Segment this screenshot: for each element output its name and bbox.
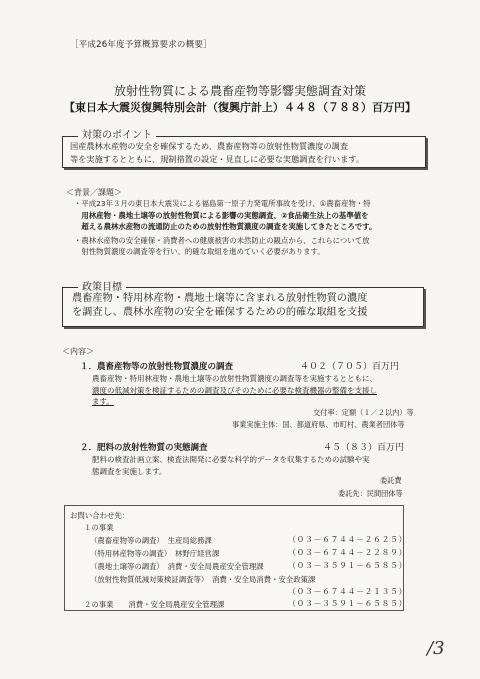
document-title: 放射性物質による農畜産物等影響実態調査対策 <box>113 84 366 98</box>
contact-phone: （０３－６７４４－２１３５） <box>288 587 407 596</box>
contact-project1: １の事業 <box>84 523 114 532</box>
item1-line: 農畜産物・特用林産物・農地土壌等の放射性物質濃度の調査等を実施するとともに、 <box>92 374 377 383</box>
item2-amount: ４５（８３）百万円 <box>323 443 405 453</box>
goal-line: を調査し、農林水産物の安全を確保するための的確な取組を支援 <box>72 307 368 318</box>
handwritten-page-mark: /3 <box>427 638 445 659</box>
background-line: 射性物質濃度の調査等を行い、的確な取組を進めていく必要があります。 <box>74 247 325 256</box>
goal-line: 農畜産物・特用林産物・農地土壌等に含まれる放射性物質の濃度 <box>72 293 368 304</box>
item2-commission: 委託費 <box>380 476 402 485</box>
contact-name: ２の事業 消費・安全局農産安全管理課 <box>84 600 225 609</box>
item1-implementer: 事業実施主体：国、都道府県、市町村、農業者団体等 <box>232 420 405 429</box>
background-bullets <box>74 198 376 258</box>
contact-name: （特用林産物等の調査） 林野庁経営課 <box>90 549 220 558</box>
policy-line: 等を実施するとともに、規制措置の設定・見直しに必要な実態調査を行います。 <box>70 154 365 164</box>
policy-point-label: 対策のポイント <box>78 126 156 141</box>
item2-line: 態調査を実施します。 <box>92 466 167 476</box>
contact-name: （放射性物質低減対策検証調査等） 消費・安全局消費・安全政策課 <box>90 575 316 584</box>
budget-request-tag: ［平成26年度予算概算要求の概要］ <box>70 40 212 50</box>
item1-line: 濃度の低減対策を検証するための調査及びそのために必要な検査機器の整備を支援し <box>92 385 377 395</box>
contact-name: （農畜産物等の調査） 生産局総務課 <box>90 536 212 545</box>
item2-line: 肥料の検査計画立案、検査法開発に必要な科学的データを収集するための試験や実 <box>92 455 370 464</box>
budget-line: 【東日本大震災復興特別会計（復興庁計上）４４８（７８８）百万円】 <box>64 101 416 114</box>
background-label: ＜背景／課題＞ <box>66 188 122 197</box>
item1-subsidy-rate: 交付率：定額（１／２以内）等 <box>313 408 414 417</box>
item1-amount: ４０２（７０５）百万円 <box>300 362 400 372</box>
background-line: ・農林水産物の安全確保・消費者への健康被害の未然防止の観点から、これらについて放 <box>74 235 370 245</box>
background-line: 用林産物・農地土壌等の放射性物質による影響の実態調査、②食品衛生法上の基準値を <box>74 210 369 220</box>
policy-point-text <box>70 140 364 166</box>
policy-goal-text <box>72 292 367 320</box>
contact-phone: （０３－３５９１－６５８５） <box>288 599 407 608</box>
background-line: ・平成23年３月の東日本大震災による福島第一原子力発電所事故を受け、①農畜産物・特 <box>74 199 371 208</box>
contact-phone: （０３－６７４４－２６２５） <box>288 535 407 544</box>
contact-phone: （０３－６７４４－２２８９） <box>288 548 407 557</box>
policy-line: 国産農林水産物の安全を確保するため、農畜産物等の放射性物質濃度の調査 <box>70 141 349 151</box>
item1-body <box>92 373 377 408</box>
contact-name: （農地土壌等の調査） 消費・安全局農産安全管理課 <box>90 562 264 571</box>
content-label: ＜内容＞ <box>62 347 94 356</box>
contact-phone: （０３－３５９１－６５８５） <box>288 561 407 570</box>
background-line: 超える農林水産物の流通防止のための放射性物質濃度の調査を実施してきたところです。 <box>74 222 377 231</box>
item2-title: ２．肥料の放射性物質の実態調査 <box>80 443 208 453</box>
item1-title: １．農畜産物等の放射性物質濃度の調査 <box>80 362 234 372</box>
policy-goal-label: 政策目標 <box>78 278 126 293</box>
item1-line: ます。 <box>92 397 114 406</box>
contact-heading: お問い合わせ先： <box>70 511 130 520</box>
item2-body <box>92 454 370 477</box>
item2-commission-to: 委託先：民間団体等 <box>338 489 403 498</box>
